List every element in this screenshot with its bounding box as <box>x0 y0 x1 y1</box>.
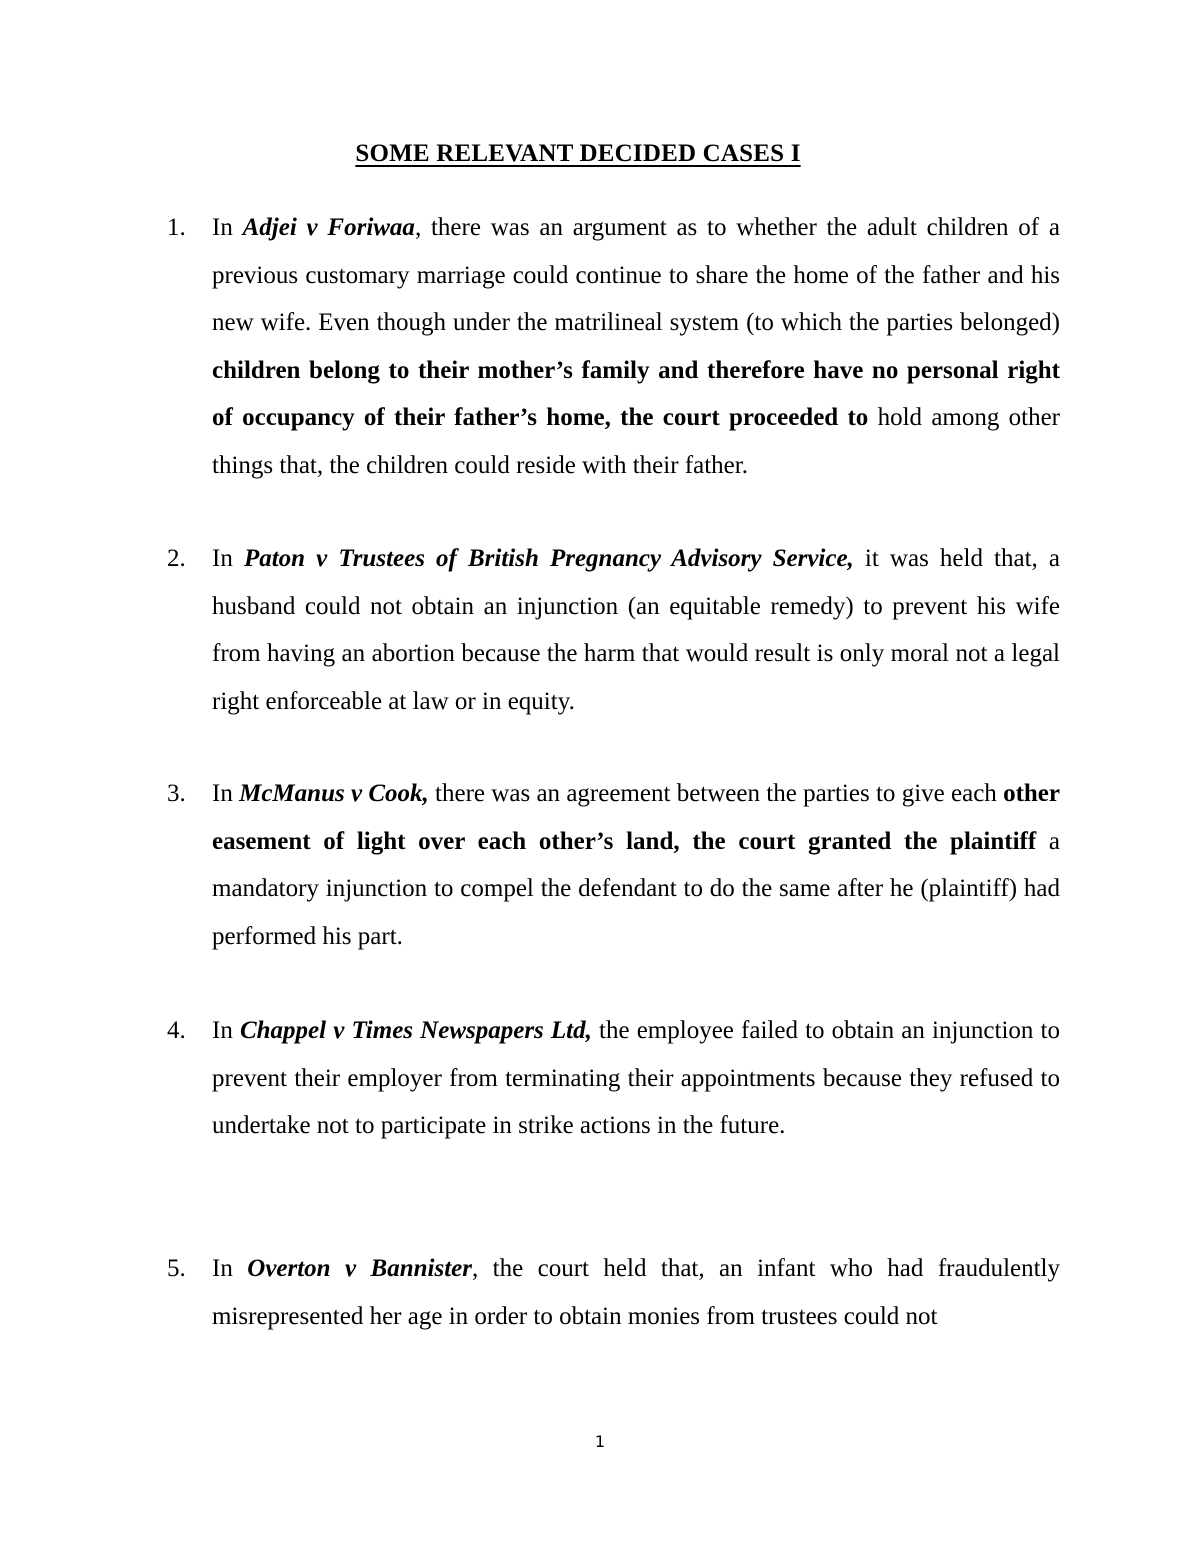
case-text <box>212 204 1060 489</box>
case-number: 1. <box>167 214 186 241</box>
case-intro: In <box>212 1255 248 1282</box>
case-number: 3. <box>167 780 186 807</box>
case-name: Adjei v Foriwaa <box>242 214 415 241</box>
case-text-part: there was an agreement between the parties to give each <box>428 780 1004 807</box>
case-item-1 <box>167 204 1060 489</box>
case-number: 2. <box>167 545 186 572</box>
case-text-part: it was held that, a husband could not obtain an injunction (an equitable remedy) to prevent his wife from having an abortion because the harm that would result is only moral not a legal right enforceable at law or in equity. <box>212 545 1060 715</box>
case-intro: In <box>212 780 240 807</box>
case-item-3 <box>167 770 1060 960</box>
case-text-part: hold among other things that, the children could reside with their father. <box>212 404 1061 479</box>
case-text-part: a mandatory injunction to compel the defendant to do the same after he (plaintiff) had performed his part. <box>212 827 1060 950</box>
case-text-part: the employee failed to obtain an injunction to prevent their employer from terminating their appointments because they refused to undertake not to participate in strike actions in the future. <box>212 1017 1060 1139</box>
case-text-bold: other easement of light over each other’s land, the court granted the plaintiff <box>212 780 1060 855</box>
case-number: 4. <box>167 1017 186 1044</box>
document-title-text: SOME RELEVANT DECIDED CASES I <box>355 140 801 167</box>
case-intro: In <box>212 545 244 572</box>
case-item-5 <box>167 1245 1060 1340</box>
case-name: Paton v Trustees of British Pregnancy Advisory Service, <box>243 545 854 572</box>
case-number: 5. <box>167 1255 186 1282</box>
case-item-4 <box>167 1007 1060 1150</box>
case-text <box>212 770 1060 960</box>
case-text-part: , the court held that, an infant who had fraudulently misrepresented her age in order to obtain monies from trustees could not <box>212 1255 1061 1330</box>
case-text <box>212 535 1060 725</box>
page-number: 1 <box>594 1432 606 1451</box>
case-name: McManus v Cook, <box>239 780 429 807</box>
case-name: Chappel v Times Newspapers Ltd, <box>239 1017 592 1044</box>
case-name: Overton v Bannister <box>247 1255 472 1282</box>
case-item-2 <box>167 535 1060 725</box>
case-intro: In <box>212 214 243 241</box>
document-title <box>0 140 1200 168</box>
case-text <box>212 1007 1060 1150</box>
case-text <box>212 1245 1060 1340</box>
case-text-part: , there was an argument as to whether the adult children of a previous customary marriage could continue to share the home of the father and his new wife. Even though under the matrilineal system (to which the parties belonged) <box>212 214 1060 336</box>
case-intro: In <box>212 1017 240 1044</box>
case-text-bold: children belong to their mother’s family and therefore have no personal right of occupancy of their father’s home, the court proceeded to <box>212 356 1060 431</box>
